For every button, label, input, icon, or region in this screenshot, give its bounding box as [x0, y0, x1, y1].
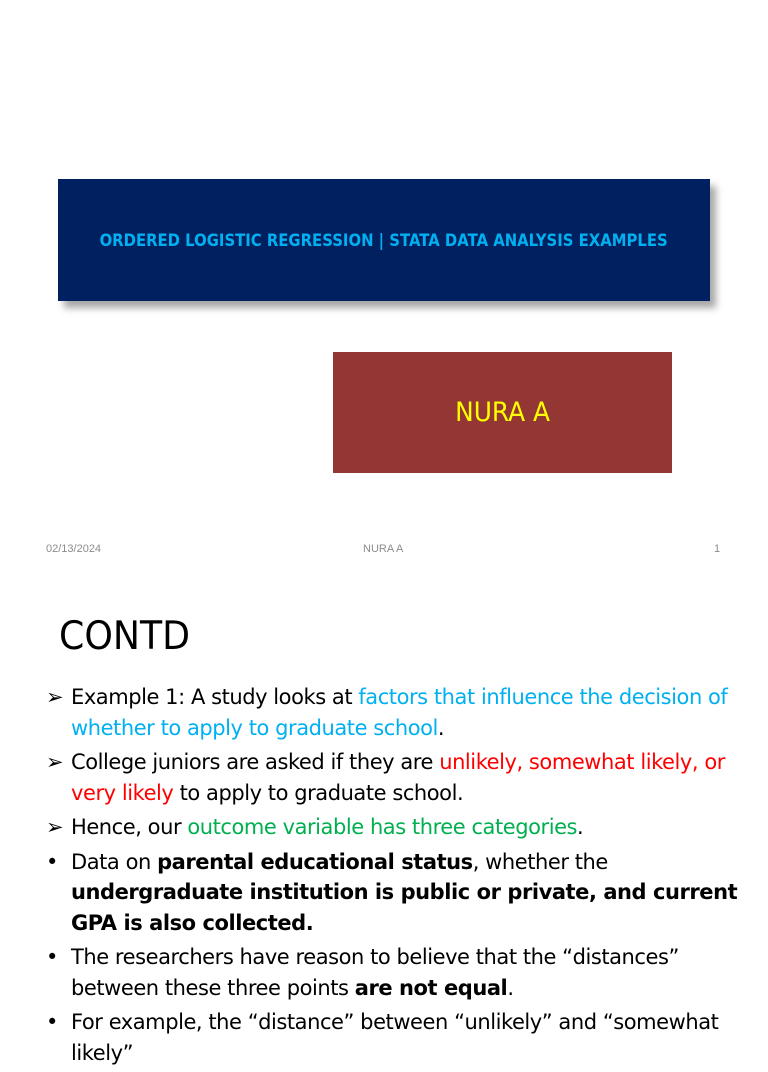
bullet-highlight: outcome variable has three categories	[187, 815, 578, 839]
bullet-item	[46, 1007, 746, 1068]
bullet-text: Data on	[71, 849, 158, 874]
bullet-text: .	[437, 715, 445, 740]
bullet-text: For example, the “distance” between “unlikely” and “somewhat likely”	[71, 1010, 719, 1065]
bullet-text: .	[507, 975, 514, 1000]
bullet-text: College juniors are asked if they are	[71, 750, 440, 774]
bullet-text: to apply to graduate school.	[173, 780, 464, 805]
footer-page-number: 1	[714, 543, 721, 555]
arrow-bullet-icon: ➢	[46, 815, 64, 839]
dot-bullet-icon: •	[46, 1010, 58, 1034]
bullet-bold: undergraduate institution is public or private, and current GPA is also collected.	[71, 880, 738, 935]
content-slide	[0, 578, 768, 1065]
bullet-text: .	[577, 815, 584, 839]
bullet-list	[46, 682, 746, 1072]
bullet-item	[46, 847, 746, 939]
author-name: NURA A	[455, 397, 550, 428]
bullet-item	[46, 747, 746, 808]
bullet-item	[46, 942, 746, 1003]
bullet-highlight: factors that influence the decision of whether to apply to graduate school	[71, 685, 728, 740]
title-banner	[58, 179, 710, 301]
arrow-bullet-icon: ➢	[46, 685, 64, 709]
bullet-highlight: unlikely, somewhat likely, or very likely	[71, 750, 725, 805]
author-banner	[333, 352, 672, 473]
footer-date: 02/13/2024	[46, 543, 102, 555]
bullet-item	[46, 682, 746, 743]
bullet-text: , whether the	[472, 849, 608, 874]
dot-bullet-icon: •	[46, 849, 58, 874]
bullet-text: Example 1: A study looks at	[71, 685, 359, 709]
bullet-bold: are not equal	[354, 975, 508, 1000]
bullet-text: Hence, our	[71, 815, 188, 839]
slide-title: ORDERED LOGISTIC REGRESSION | STATA DATA ANALYSIS EXAMPLES	[99, 230, 669, 250]
dot-bullet-icon: •	[46, 945, 58, 969]
bullet-bold: parental educational status	[157, 849, 473, 874]
footer-author: NURA A	[363, 543, 404, 555]
content-slide-title: CONTD	[59, 614, 191, 659]
bullet-item	[46, 812, 746, 843]
arrow-bullet-icon: ➢	[46, 750, 64, 774]
bullet-text: The researchers have reason to believe that the “distances” between these three points	[71, 945, 679, 1000]
